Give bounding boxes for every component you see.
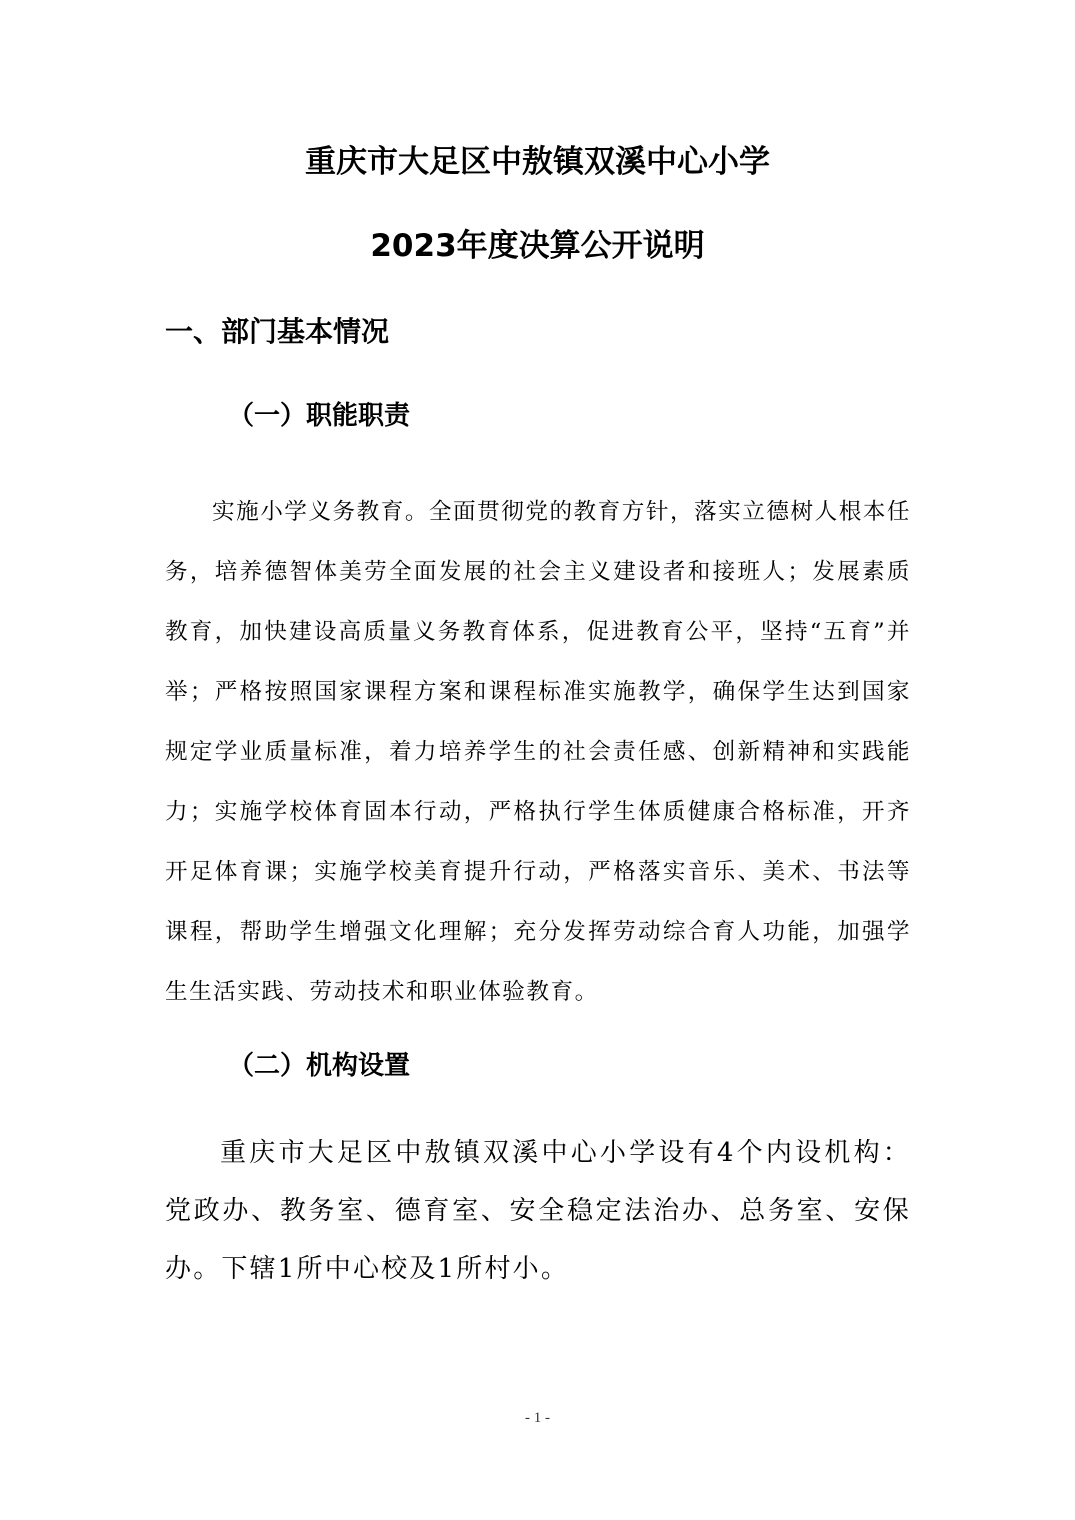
subsection-heading-organization: （二）机构设置 [228,1051,411,1081]
organization-paragraph: 重庆市大足区中敖镇双溪中心小学设有4个内设机构：党政办、教务室、德育室、安全稳定法治办、总务室、安保办。下辖1所中心校及1所村小。 [165,1138,911,1284]
subsection-heading-functions: （一）职能职责 [228,401,411,431]
document-title-line2: 2023年度决算公开说明 [370,228,705,264]
section-heading-basic-info: 一、部门基本情况 [165,315,390,348]
document-title-line1: 重庆市大足区中敖镇双溪中心小学 [305,144,770,180]
page-number: - 1 - [525,1410,550,1426]
functions-paragraph: 实施小学义务教育。全面贯彻党的教育方针，落实立德树人根本任务，培养德智体美劳全面发展的社会主义建设者和接班人；发展素质教育，加快建设高质量义务教育体系，促进教育公平，坚持“五育”并举；严格按照国家课程方案和课程标准实施教学，确保学生达到国家规定学业质量标准，着力培养学生的社会责任感、创新精神和实践能力；实施学校体育固本行动，严格执行学生体质健康合格标准，开齐开足体育课；实施学校美育提升行动，严格落实音乐、美术、书法等课程，帮助学生增强文化理解；充分发挥劳动综合育人功能，加强学生生活实践、劳动技术和职业体验教育。 [165,499,911,1005]
